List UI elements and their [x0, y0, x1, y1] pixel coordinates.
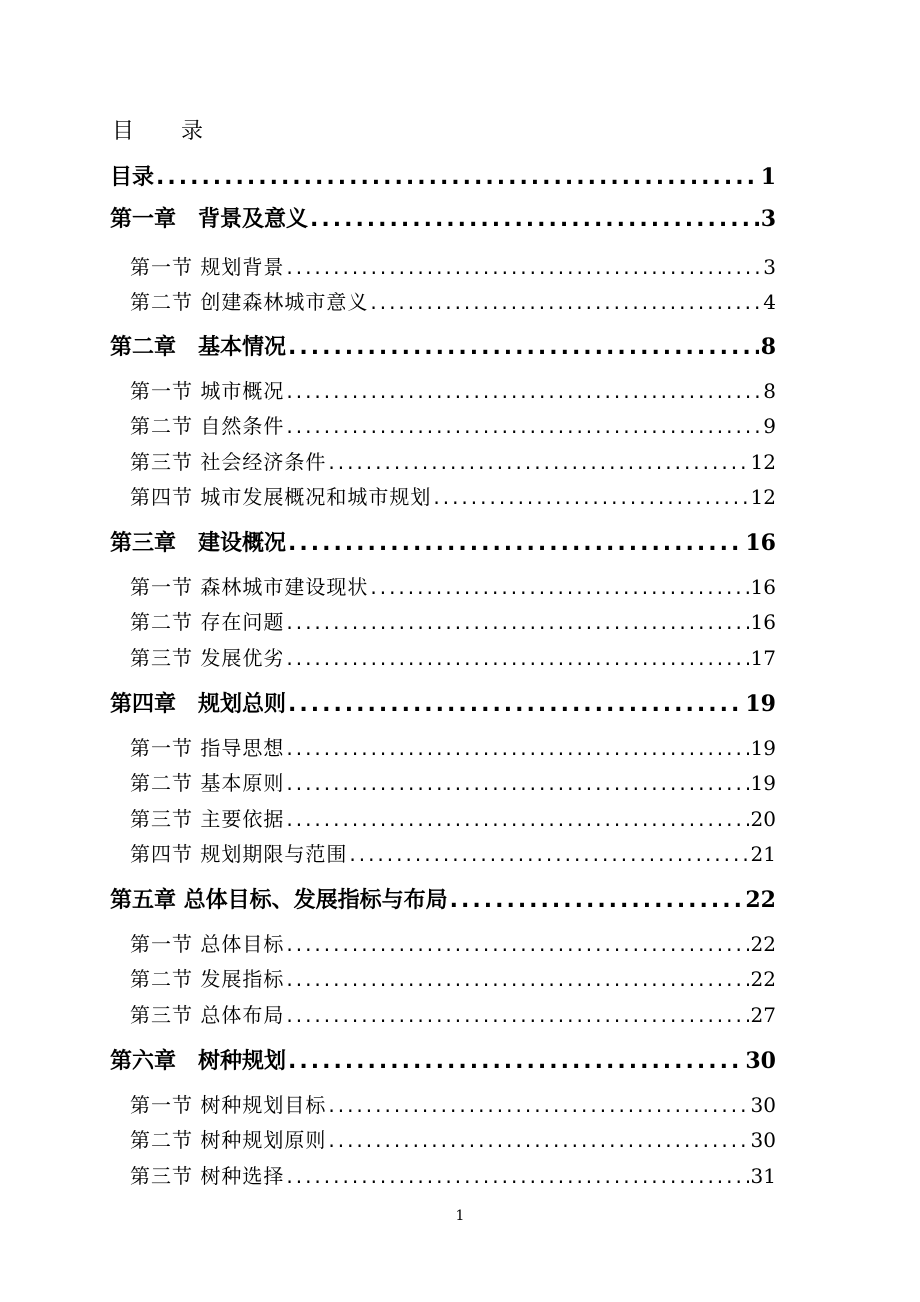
toc-chapter-entry[interactable]: [110, 1044, 776, 1075]
toc-chapter-entry[interactable]: [110, 160, 776, 191]
toc-entry-label: 第一节 森林城市建设现状: [130, 575, 369, 599]
toc-entry-label: 目录: [110, 165, 155, 190]
toc-chapter-entry[interactable]: [110, 687, 776, 718]
toc-entry-page-number: 16: [750, 610, 776, 634]
toc-dot-leader: [328, 1093, 748, 1117]
toc-entry-label: 第三节 发展优劣: [130, 646, 285, 670]
toc-section-entry[interactable]: [110, 606, 776, 635]
toc-entry-label: 第二章 基本情况: [110, 335, 287, 360]
toc-chapter-entry[interactable]: [110, 202, 776, 233]
toc-dot-leader: [288, 335, 759, 360]
toc-entry-label: 第三节 社会经济条件: [130, 450, 327, 474]
toc-entry-label: 第一节 规划背景: [130, 255, 285, 279]
toc-section-entry[interactable]: [110, 838, 776, 867]
toc-entry-label: 第三节 树种选择: [130, 1164, 285, 1188]
toc-entry-label: 第一节 总体目标: [130, 932, 285, 956]
toc-section-entry[interactable]: [110, 1160, 776, 1189]
toc-dot-leader: [286, 646, 748, 670]
toc-entry-page-number: 12: [750, 485, 776, 509]
toc-entry-label: 第一章 背景及意义: [110, 207, 309, 232]
toc-dot-leader: [156, 165, 759, 190]
toc-entry-page-number: 19: [750, 771, 776, 795]
toc-dot-leader: [286, 736, 748, 760]
toc-entry-page-number: 20: [750, 807, 776, 831]
toc-dot-leader: [286, 807, 748, 831]
toc-entry-page-number: 22: [745, 887, 776, 913]
toc-entry-label: 第五章 总体目标、发展指标与布局: [110, 888, 448, 913]
toc-section-entry[interactable]: [110, 286, 776, 315]
toc-entry-page-number: 30: [750, 1093, 776, 1117]
toc-entry-page-number: 31: [750, 1164, 776, 1188]
toc-section-entry[interactable]: [110, 410, 776, 439]
toc-entry-page-number: 22: [750, 967, 776, 991]
toc-dot-leader: [286, 610, 748, 634]
toc-dot-leader: [328, 1128, 748, 1152]
toc-entry-label: 第二节 存在问题: [130, 610, 285, 634]
toc-entry-label: 第二节 自然条件: [130, 414, 285, 438]
toc-entry-label: 第四章 规划总则: [110, 692, 287, 717]
toc-entry-label: 第三节 总体布局: [130, 1003, 285, 1027]
toc-entry-page-number: 30: [750, 1128, 776, 1152]
toc-entry-page-number: 4: [763, 290, 776, 314]
toc-entry-page-number: 1: [760, 164, 776, 190]
toc-dot-leader: [370, 290, 761, 314]
toc-dot-leader: [286, 255, 761, 279]
toc-section-entry[interactable]: [110, 642, 776, 671]
toc-entry-label: 第六章 树种规划: [110, 1049, 287, 1074]
toc-entry-label: 第二节 创建森林城市意义: [130, 290, 369, 314]
toc-entry-label: 第二节 基本原则: [130, 771, 285, 795]
toc-section-entry[interactable]: [110, 481, 776, 510]
toc-dot-leader: [370, 575, 748, 599]
toc-dot-leader: [310, 207, 759, 232]
toc-entry-page-number: 8: [763, 379, 776, 403]
toc-dot-leader: [286, 932, 748, 956]
toc-section-entry[interactable]: [110, 803, 776, 832]
toc-chapter-entry[interactable]: [110, 526, 776, 557]
toc-entry-page-number: 3: [760, 206, 776, 232]
toc-entry-page-number: 19: [745, 691, 776, 717]
toc-entry-page-number: 9: [763, 414, 776, 438]
toc-chapter-entry[interactable]: [110, 883, 776, 914]
toc-entry-label: 第四节 城市发展概况和城市规划: [130, 485, 432, 509]
toc-dot-leader: [433, 485, 748, 509]
page-title: 目 录: [112, 119, 223, 144]
toc-entry-label: 第三章 建设概况: [110, 531, 287, 556]
toc-section-entry[interactable]: [110, 963, 776, 992]
toc-section-entry[interactable]: [110, 767, 776, 796]
toc-section-entry[interactable]: [110, 928, 776, 957]
toc-dot-leader: [450, 888, 744, 913]
toc-entry-page-number: 3: [763, 255, 776, 279]
toc-entry-page-number: 17: [750, 646, 776, 670]
toc-dot-leader: [286, 1164, 748, 1188]
toc-entry-label: 第二节 树种规划原则: [130, 1128, 327, 1152]
toc-dot-leader: [286, 967, 748, 991]
toc-section-entry[interactable]: [110, 251, 776, 280]
toc-dot-leader: [286, 771, 748, 795]
toc-entry-page-number: 16: [745, 530, 776, 556]
toc-section-entry[interactable]: [110, 999, 776, 1028]
toc-entry-label: 第三节 主要依据: [130, 807, 285, 831]
toc-dot-leader: [288, 692, 743, 717]
toc-dot-leader: [286, 414, 761, 438]
toc-entry-page-number: 21: [750, 842, 776, 866]
toc-entry-label: 第二节 发展指标: [130, 967, 285, 991]
toc-entry-label: 第四节 规划期限与范围: [130, 842, 348, 866]
toc-entry-label: 第一节 指导思想: [130, 736, 285, 760]
toc-entry-page-number: 8: [760, 334, 776, 360]
toc-entry-page-number: 16: [750, 575, 776, 599]
toc-section-entry[interactable]: [110, 446, 776, 475]
toc-section-entry[interactable]: [110, 1089, 776, 1118]
toc-entry-label: 第一节 树种规划目标: [130, 1093, 327, 1117]
toc-section-entry[interactable]: [110, 375, 776, 404]
toc-entry-page-number: 19: [750, 736, 776, 760]
toc-dot-leader: [286, 379, 761, 403]
toc-dot-leader: [286, 1003, 748, 1027]
toc-section-entry[interactable]: [110, 571, 776, 600]
toc-entry-page-number: 27: [750, 1003, 776, 1027]
toc-section-entry[interactable]: [110, 732, 776, 761]
toc-entry-page-number: 12: [750, 450, 776, 474]
toc-dot-leader: [288, 531, 743, 556]
toc-dot-leader: [288, 1049, 743, 1074]
toc-chapter-entry[interactable]: [110, 330, 776, 361]
page-number: 1: [455, 1208, 465, 1224]
toc-dot-leader: [349, 842, 748, 866]
toc-entry-page-number: 22: [750, 932, 776, 956]
toc-section-entry[interactable]: [110, 1124, 776, 1153]
toc-entry-label: 第一节 城市概况: [130, 379, 285, 403]
toc-dot-leader: [328, 450, 748, 474]
toc-entry-page-number: 30: [745, 1048, 776, 1074]
